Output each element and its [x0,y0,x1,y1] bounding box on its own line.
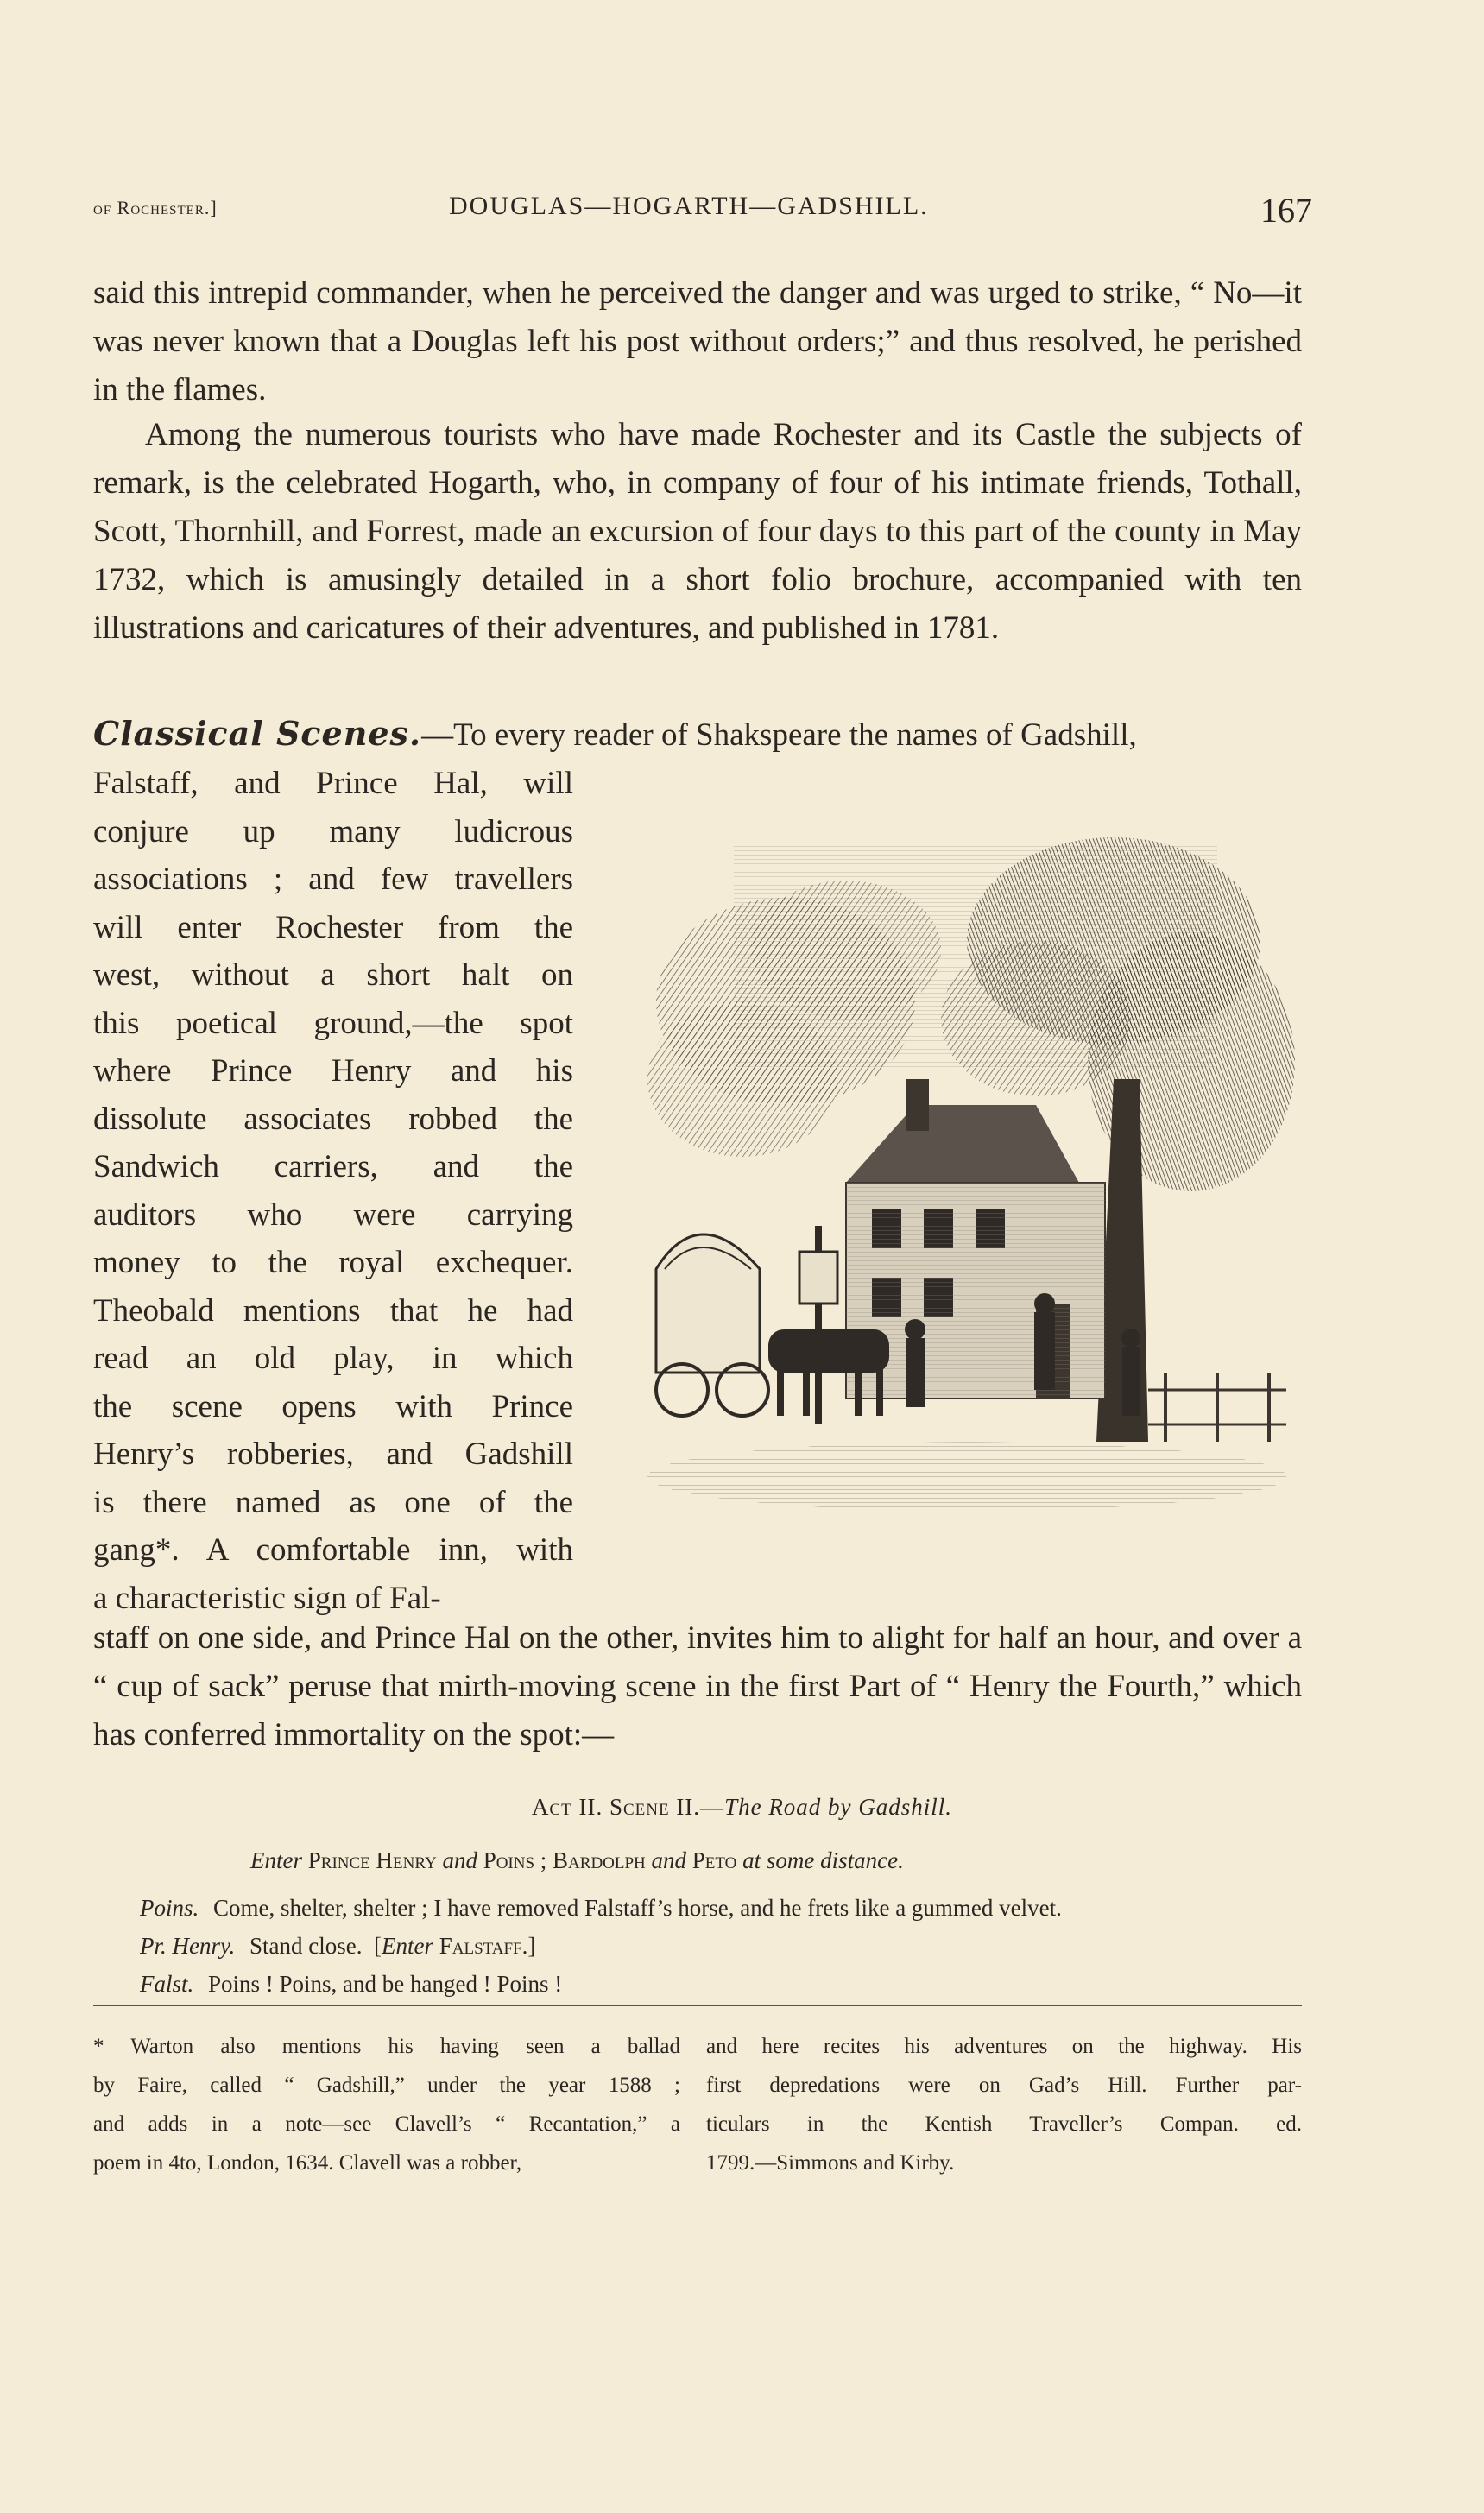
text-line: Sandwich carriers, and the [93,1149,573,1184]
running-head-left: of Rochester.] [93,197,218,218]
footnote-line: ticulars in the Kentish Traveller’s Compan. ed. [706,2112,1302,2136]
inn-engraving-illustration [630,820,1304,1580]
paragraph-hogarth [93,411,1302,653]
text-line: conjure up many ludicrous [93,813,573,849]
section-heading: Classical Scenes. [93,714,422,753]
running-head [93,191,1312,235]
conjunction: and [442,1847,477,1873]
enter-word: Enter [381,1933,433,1959]
footnote-line: 1799.—Simmons and Kirby. [706,2151,955,2175]
enter-word: Enter [250,1847,302,1873]
spoken-text: Poins ! Poins, and be hanged ! Poins ! [208,1971,563,1997]
footnote-right-column [706,2027,1302,2182]
character-names: Prince Henry [307,1847,437,1873]
text-line: this poetical ground,—the spot [93,1005,573,1041]
character-name: Falstaff.] [439,1933,536,1959]
text-line: is there named as one of the [93,1484,573,1520]
act-scene-label: Act II. Scene II.— [531,1794,725,1820]
text-line: money to the royal exchequer. [93,1245,573,1280]
text-line: Theobald mentions that he had [93,1292,573,1329]
dialogue-line [140,1927,1305,1965]
paragraph-text: said this intrepid commander, when he perceived the danger and was urged to strike, “ No—it was never known that a Douglas left his post without orders;” and thus resolved, he perished in the flames. [93,275,1302,407]
page-number: 167 [1260,191,1312,230]
footnote-line: poem in 4to, London, 1634. Clavell was a robber, [93,2151,522,2175]
speaker-name: Poins. [140,1895,199,1921]
footnote-line: by Faire, called “ Gadshill,” under the year 1588 ; [93,2074,680,2097]
text-line: the scene opens with Prince [93,1388,573,1424]
wrapped-text-column [93,760,573,1622]
distance-note: at some distance. [742,1847,904,1873]
play-dialogue [140,1889,1305,2003]
text-line: dissolute associates robbed the [93,1101,573,1137]
speaker-name: Pr. Henry. [140,1933,236,1959]
text-line: read an old play, in which [93,1341,573,1376]
stage-direction [250,1847,1286,1874]
dialogue-line [140,1965,1305,2003]
dialogue-line [140,1889,1305,1927]
paragraph-douglas [93,269,1302,414]
bracket: [ [373,1933,382,1959]
act-scene-title: The Road by Gadshill. [724,1794,953,1820]
character-names: Peto [691,1847,737,1873]
character-names: Poins ; Bardolph [483,1847,646,1873]
spoken-text: Stand close. [249,1933,363,1959]
text-line: associations ; and few travellers [93,862,573,897]
text-line: where Prince Henry and his [93,1053,573,1089]
paragraph-text: Among the numerous tourists who have made Rochester and its Castle the subjects of remark, is the celebrated Hogarth, who, in company of four of his intimate friends, Tothall, Scott, Thornhill, and Forrest, made an excursion of four days to this part of the county in May 1732, which is amusingly detailed in a short folio brochure, accompanied with ten illustrations and caricatures of their adventures, and published in 1781. [93,417,1302,646]
footnote-rule [93,2005,1302,2006]
covered-wagon [656,1234,768,1416]
text-line: auditors who were carrying [93,1197,573,1233]
speaker-name: Falst. [140,1971,194,1997]
footnote-line: first depredations were on Gad’s Hill. Further par- [706,2074,1302,2097]
conjunction: and [651,1847,687,1873]
spoken-text: Come, shelter, shelter ; I have removed Falstaff’s horse, and he frets like a gummed velvet. [213,1895,1062,1921]
classical-scenes-heading-line [93,710,1302,760]
act-heading [0,1794,1484,1821]
inn-sign [799,1252,837,1304]
footnote-left-column [93,2027,680,2182]
text-line: will enter Rochester from the [93,909,573,945]
footnote-line: and adds in a note—see Clavell’s “ Recantation,” a [93,2112,680,2136]
paragraph-continuation: staff on one side, and Prince Hal on the other, invites him to alight for half an hour, and over a “ cup of sack” peruse that mirth-moving scene in the first Part of “ Henry the Fourth,” which has conferred immortality on the spot:— [93,1620,1302,1752]
chimney [906,1079,929,1131]
text-line: Falstaff, and Prince Hal, will [93,766,573,801]
footnote-line: * Warton also mentions his having seen a ballad [93,2035,680,2058]
running-head-title: DOUGLAS—HOGARTH—GADSHILL. [449,192,929,220]
footnote-line: and here recites his adventures on the highway. His [706,2035,1302,2058]
text-line: west, without a short halt on [93,957,573,993]
left-tree-foliage [647,881,941,1157]
text-line: a characteristic sign of Fal- [93,1580,441,1616]
heading-continuation: —To every reader of Shakspeare the names of Gadshill, [421,717,1137,753]
road-ground [647,1442,1286,1511]
text-line: gang*. A comfortable inn, with [93,1532,573,1568]
fence [1148,1373,1286,1442]
text-line: Henry’s robberies, and Gadshill [93,1436,573,1472]
